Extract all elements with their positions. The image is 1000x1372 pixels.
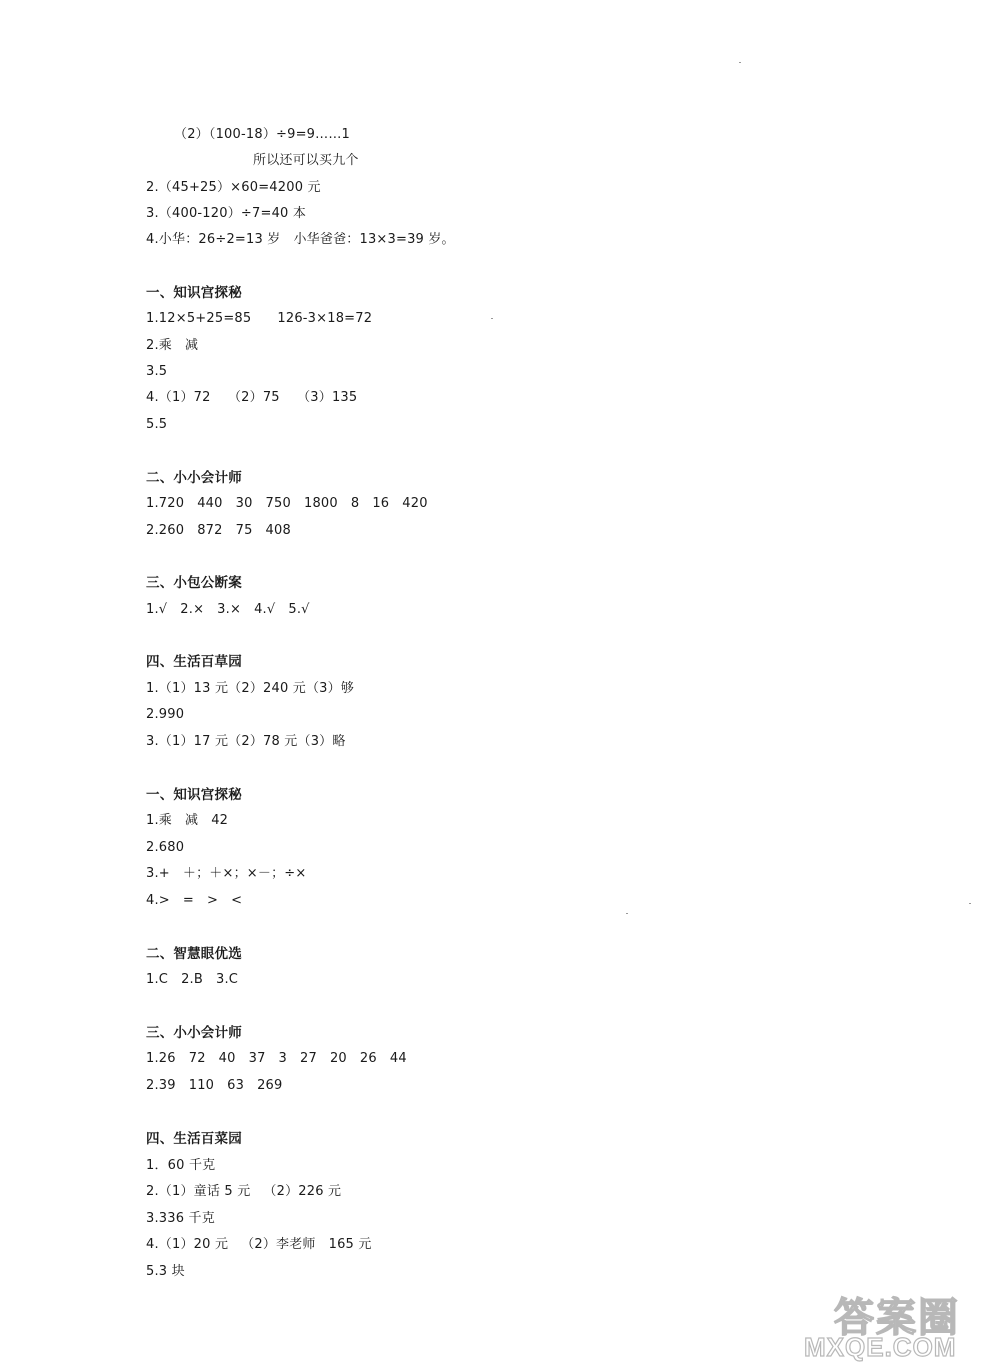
answer-line: 1.12×5+25=85 126-3×18=72	[146, 311, 373, 326]
answer-line: 5.5	[146, 417, 168, 432]
answer-line: 1.C 2.B 3.C	[146, 972, 239, 987]
site-watermark-logo	[804, 1286, 994, 1366]
answer-line: 2.990	[146, 707, 185, 722]
answer-line: 3.（400-120）÷7=40 本	[146, 206, 307, 221]
scan-speck	[626, 913, 628, 914]
answer-line: 所以还可以买九个	[253, 153, 359, 168]
section-heading: 三、小包公断案	[146, 575, 242, 591]
scan-speck	[969, 903, 971, 904]
answer-line: 3.336 千克	[146, 1211, 215, 1226]
answer-line: 2.乘 减	[146, 338, 199, 353]
answer-line: 1．60 千克	[146, 1158, 216, 1173]
answer-line: 2.（45+25）×60=4200 元	[146, 180, 321, 195]
section-heading: 二、智慧眼优选	[146, 946, 242, 962]
section-heading: 四、生活百草园	[146, 654, 242, 670]
answer-line: 4.（1）20 元 （2）李老师 165 元	[146, 1237, 372, 1252]
section-heading: 二、小小会计师	[146, 470, 242, 486]
answer-line: 1.（1）13 元（2）240 元（3）够	[146, 681, 355, 696]
section-heading: 一、知识宫探秘	[146, 285, 242, 301]
watermark-en-text: MXQE.COM	[804, 1332, 957, 1362]
answer-line: 5.3 块	[146, 1264, 185, 1279]
answer-line: 3.（1）17 元（2）78 元（3）略	[146, 734, 346, 749]
scan-speck	[739, 62, 741, 63]
answer-line: 4.（1）72 （2）75 （3）135	[146, 390, 358, 405]
answer-line: （2）（100-18）÷9=9……1	[174, 127, 351, 142]
answer-line: 3.+ ＋；＋×；×－；÷×	[146, 866, 307, 881]
section-heading: 三、小小会计师	[146, 1025, 242, 1041]
answer-line: 3.5	[146, 364, 168, 379]
answer-line: 2.260 872 75 408	[146, 523, 291, 538]
section-heading: 四、生活百菜园	[146, 1131, 242, 1147]
answer-line: 2.39 110 63 269	[146, 1078, 283, 1093]
answer-line: 4.小华：26÷2=13 岁 小华爸爸：13×3=39 岁。	[146, 232, 455, 247]
answer-line: 1.乘 减 42	[146, 813, 229, 828]
answer-line: 4.> = > <	[146, 893, 243, 908]
scan-speck	[491, 318, 493, 319]
watermark-cn-text: 答案圈	[834, 1296, 960, 1340]
answer-line: 2.680	[146, 840, 185, 855]
answer-line: 2.（1）童话 5 元 （2）226 元	[146, 1184, 342, 1199]
answer-line: 1.720 440 30 750 1800 8 16 420	[146, 496, 428, 511]
answer-line: 1.26 72 40 37 3 27 20 26 44	[146, 1051, 407, 1066]
section-heading: 一、知识宫探秘	[146, 787, 242, 803]
answer-line: 1.√ 2.× 3.× 4.√ 5.√	[146, 602, 310, 617]
